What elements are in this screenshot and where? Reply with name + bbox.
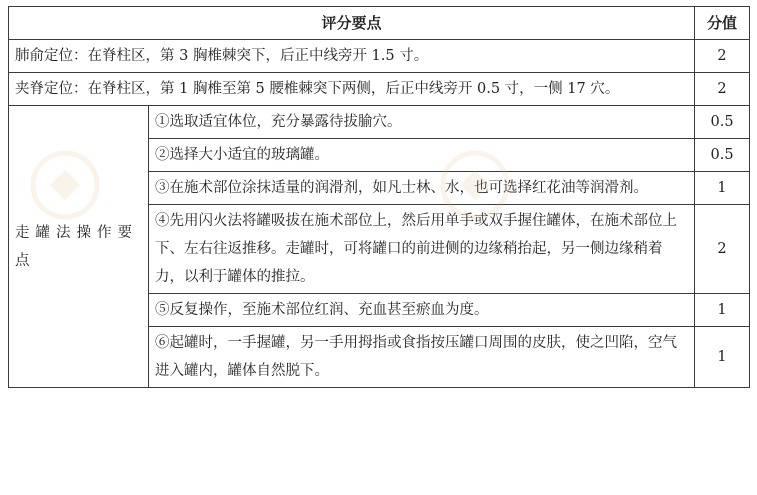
step-text: ①选取适宜体位，充分暴露待拔腧穴。 [149,106,695,139]
step-text: ⑤反复操作，至施术部位红润、充血甚至瘀血为度。 [149,294,695,327]
table-row [9,73,750,106]
step-score: 1 [695,172,750,205]
header-score: 分值 [695,7,750,40]
table-row [9,106,750,139]
table-row [9,40,750,73]
header-item: 评分要点 [9,7,695,40]
step-text: ③在施术部位涂抹适量的润滑剂，如凡士林、水，也可选择红花油等润滑剂。 [149,172,695,205]
watermark-logo-icon [30,150,100,220]
step-score: 1 [695,294,750,327]
group-label: 走罐法操作要点 [9,106,149,388]
row-score: 2 [695,40,750,73]
step-score: 0.5 [695,139,750,172]
scoring-table [8,6,750,388]
watermark-logo-icon [440,150,510,220]
step-text: ④先用闪火法将罐吸拔在施术部位上，然后用单手或双手握住罐体，在施术部位上下、左右往返推移。走罐时，可将罐口的前进侧的边缘稍抬起，另一侧边缘稍着力，以利于罐体的推拉。 [149,205,695,294]
step-score: 0.5 [695,106,750,139]
header-row [9,7,750,40]
row-text: 夹脊定位：在脊柱区，第 1 胸椎至第 5 腰椎棘突下两侧，后正中线旁开 0.5 寸，一侧 17 穴。 [9,73,695,106]
row-score: 2 [695,73,750,106]
step-text: ⑥起罐时，一手握罐，另一手用拇指或食指按压罐口周围的皮肤，使之凹陷，空气进入罐内，罐体自然脱下。 [149,327,695,388]
step-text: ②选择大小适宜的玻璃罐。 [149,139,695,172]
row-text: 肺俞定位：在脊柱区，第 3 胸椎棘突下，后正中线旁开 1.5 寸。 [9,40,695,73]
step-score: 2 [695,205,750,294]
step-score: 1 [695,327,750,388]
